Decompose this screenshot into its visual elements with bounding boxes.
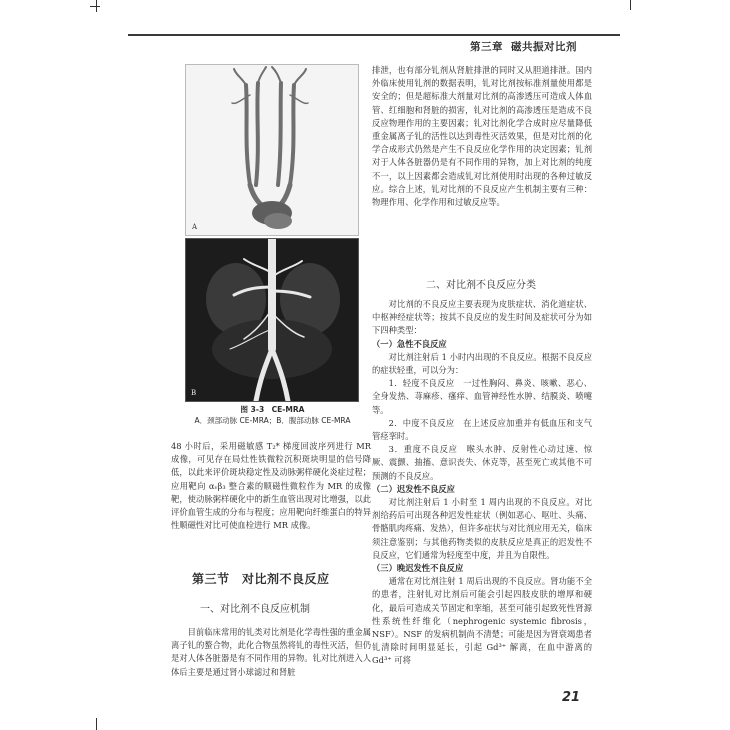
- right-column: [372, 64, 592, 209]
- section-2-title: 二、对比剂不良反应分类: [426, 280, 536, 291]
- crop-mark: [630, 0, 631, 10]
- page-number: 21: [562, 690, 581, 705]
- acute-title: （一）急性不良反应: [372, 338, 447, 349]
- left-column: [171, 440, 371, 532]
- caption-title: 图 3-3 CE-MRA: [240, 405, 305, 414]
- chapter-number: 第三章: [470, 41, 503, 53]
- acute-desc: 对比剂注射后 1 小时内出现的不良反应。根据不良反应的症状轻重，可以分为：: [372, 351, 592, 376]
- acute-item-2: 2．中度不良反应 在上述反应加重并有低血压和支气管痉挛时。: [372, 417, 592, 442]
- section-title: 第三节 对比剂不良反应: [192, 572, 330, 586]
- very-late-desc: 通常在对比剂注射 1 周后出现的不良反应。肾功能不全的患者，注射钆对比剂后可能会引起四肢皮肤的增厚和硬化，最后可造成关节固定和挛缩，甚至可能引起致死性肾源性系统性纤维化（nephrogenic systemic fibrosis，NSF）。NSF 的发病机制尚不清楚；可能是因为肾衰竭患者钆清除时间明显延长，引起 Gd³⁺ 解离，在血中游离的 Gd³⁺ 可将: [372, 576, 592, 666]
- right-paragraph-2: 对比剂的不良反应主要表现为皮肤症状、消化道症状、中枢神经症状等；按其不良反应的发生时间及症状可分为如下四种类型：: [372, 299, 592, 336]
- left-paragraph-2: 目前临床常用的钆类对比剂是化学毒性强的重金属离子钆的螯合物，此化合物虽然将钆的毒性灭活，但仍是对人体各脏器是有不同作用的异物。钆对比剂进入人体后主要是通过肾小球滤过和肾脏: [171, 627, 371, 677]
- left-paragraph-1: 48 小时后，采用磁敏感 T₂* 梯度回波序列进行 MR 成像，可见存在局灶性铁微粒沉积斑块明显的信号降低，以此来评价斑块稳定性及动脉粥样硬化炎症过程；应用靶向 αᵥβ₃ 整合素的顺磁性微粒作为 MR 的成像靶，使动脉粥样硬化中的新生血管出现对比增强，以此评价血管生成的分布与程度；应用靶向纤维蛋白的特异性顺磁性对比可使血栓进行 MR 成像。: [171, 441, 371, 531]
- neck-artery-image: [186, 65, 358, 235]
- right-paragraph-1: 排泄，也有部分钆剂从肾脏排泄的同时又从胆道排泄。国内外临床使用钆剂的数据表明，钆对比剂按标准剂量使用都是安全的；但是超标准大剂量对比剂的高渗透压可造成人体血管、红细胞和肾脏的损害，钆对比剂的高渗透压是造成不良反应物理作用的主要因素；钆对比剂化学合成时应尽量降低重金属离子钆的活性以达到毒性灭活效果，但是对比剂的化学合成形式仍然是产生不良反应化学作用的决定因素；钆剂对于人体各脏器仍是有不同作用的异物，加上对比剂的纯度不一，以上因素都会造成钆对比剂使用时出现的各种过敏反应。综合上述，钆对比剂的不良反应产生机制主要有三种：物理作用、化学作用和过敏反应等。: [372, 65, 592, 208]
- header-rule: [128, 34, 620, 36]
- chapter-title: 磁共振对比剂: [511, 41, 577, 53]
- subsection-title: 一、对比剂不良反应机制: [200, 604, 310, 615]
- left-column-2: [171, 626, 371, 679]
- figure-caption: [185, 404, 360, 426]
- panel-a-label: A: [192, 223, 198, 231]
- right-column-2: [372, 298, 592, 668]
- figure-panel-a: [185, 64, 359, 236]
- delayed-desc: 对比剂注射后 1 小时至 1 周内出现的不良反应。对比剂给药后可出现各种迟发性症状（例如恶心、呕吐、头痛、骨骼肌肉疼痛、发热），但许多症状与对比剂应用无关，临床须注意鉴别；与其他药物类似的皮肤反应是真正的迟发性不良反应，它们通常为轻度至中度，并且为自限性。: [372, 497, 592, 560]
- caption-subtitle: A．颈部动脉 CE-MRA；B．腹部动脉 CE-MRA: [194, 416, 351, 425]
- panel-b-label: B: [191, 389, 197, 397]
- acute-item-3: 3．重度不良反应 喉头水肿、反射性心动过速、惊厥、震颤、抽搐、意识丧失、休克等，甚至死亡或其他不可预测的不良反应。: [372, 444, 592, 481]
- delayed-title: （二）迟发性不良反应: [372, 483, 455, 494]
- abdominal-artery-image: [186, 239, 358, 401]
- crop-mark: [90, 6, 100, 7]
- crop-mark: [96, 718, 97, 730]
- very-late-title: （三）晚迟发性不良反应: [372, 563, 464, 574]
- chapter-header: [470, 39, 577, 54]
- figure-panel-b: [185, 238, 359, 402]
- acute-item-1: 1．轻度不良反应 一过性胸闷、鼻炎、咳嗽、恶心、全身发热、荨麻疹、瘙痒、血管神经性水肿、结膜炎、喷嚏等。: [372, 378, 592, 415]
